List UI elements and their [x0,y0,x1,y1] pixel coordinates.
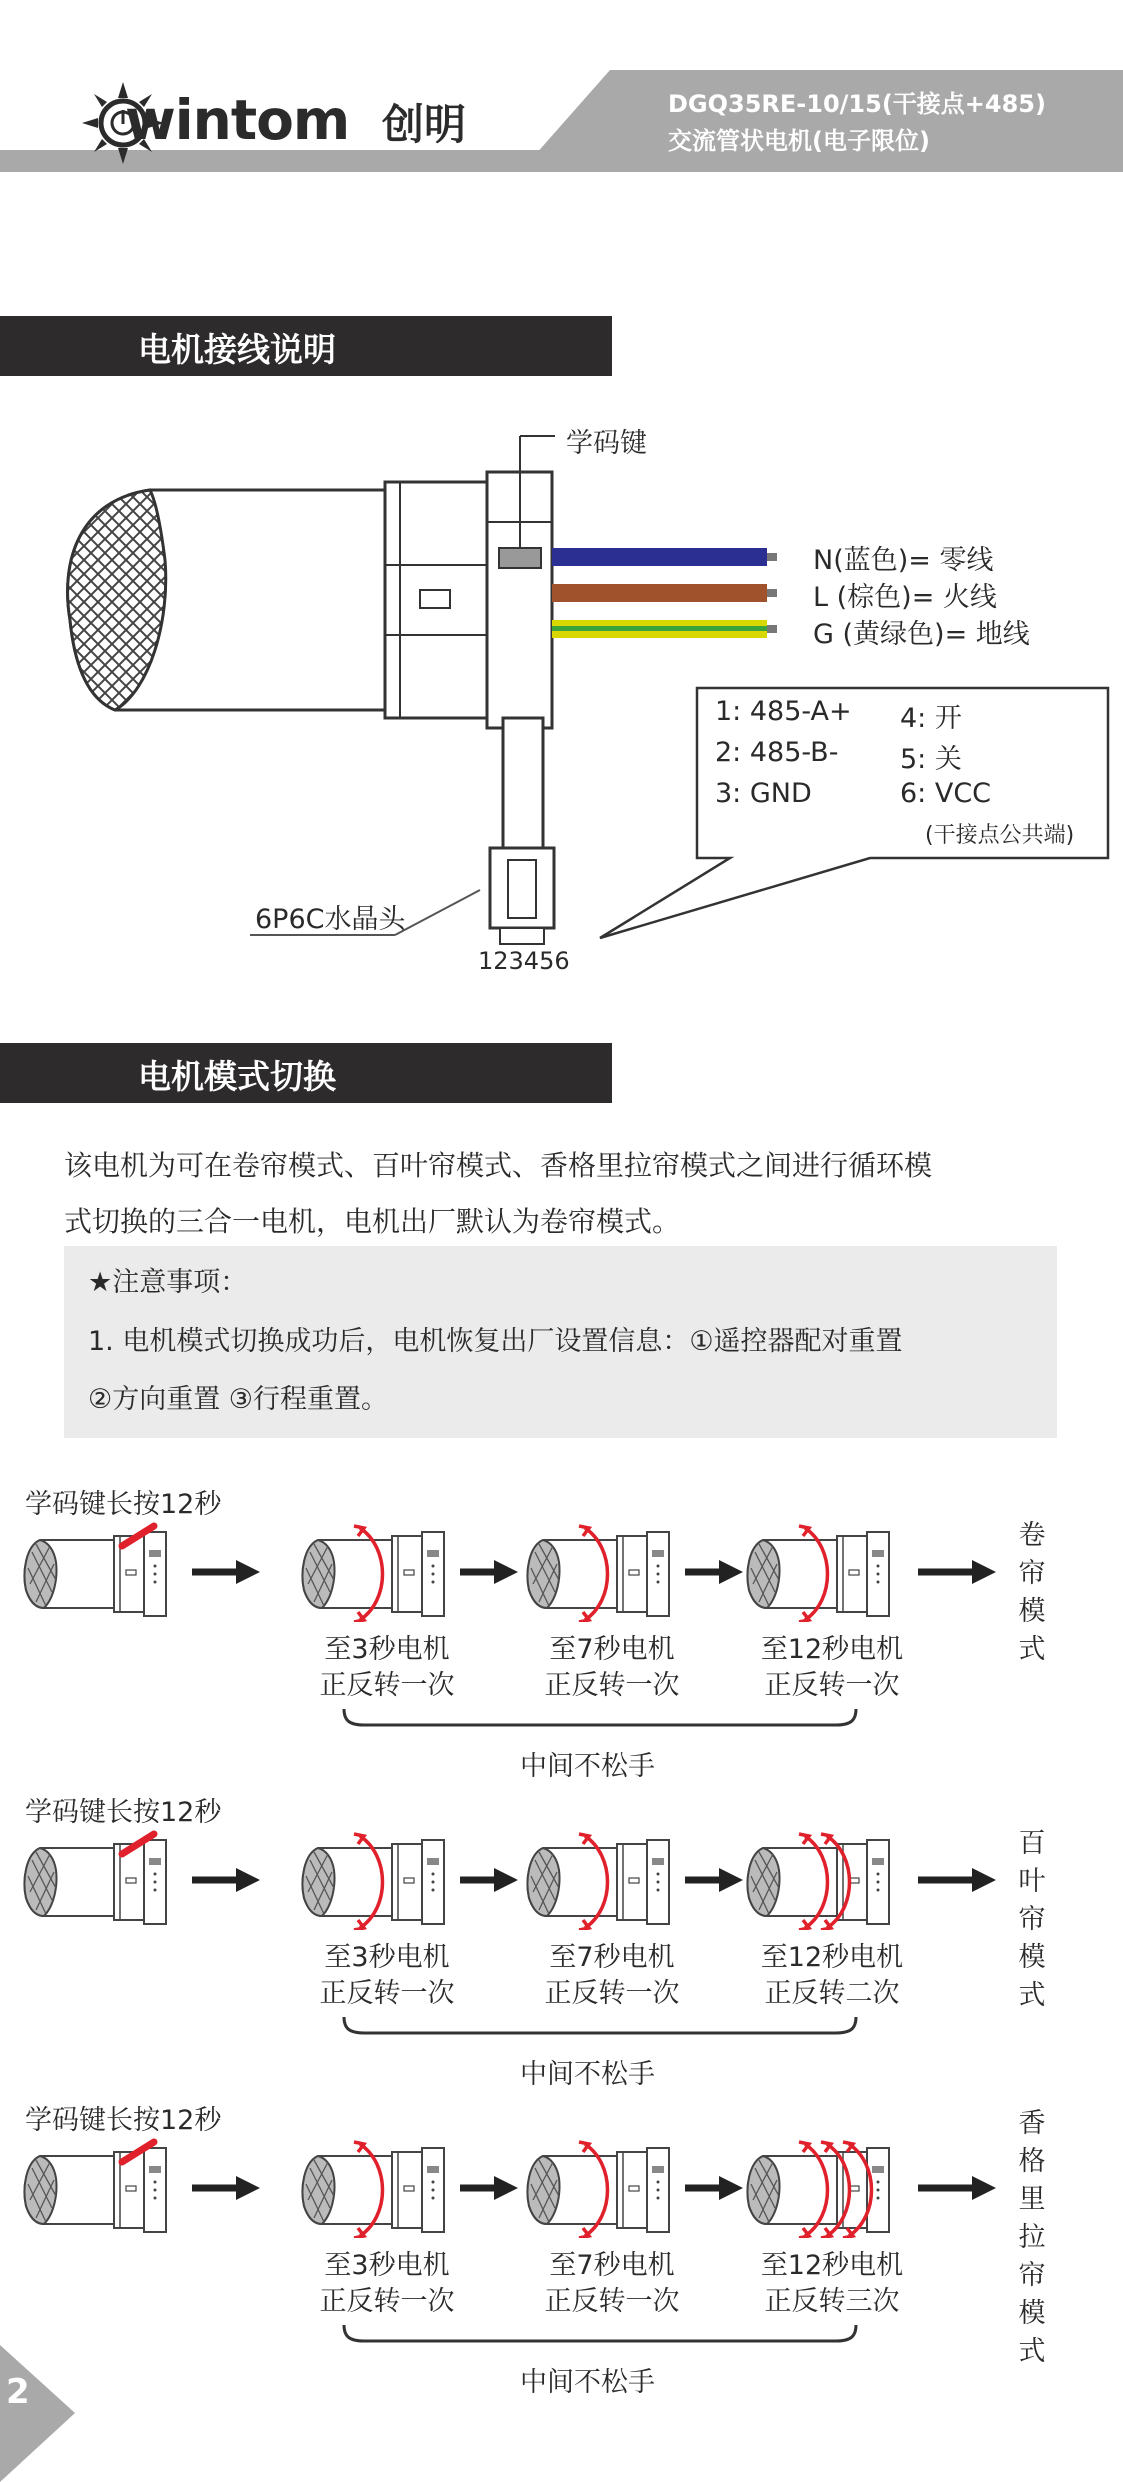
hold-bracket [340,2015,860,2049]
flow-arrow-icon [192,1865,260,1899]
result-mode-char: 拉 [1018,2222,1046,2253]
motor-step-icon [300,1522,450,1626]
flow-arrow-icon [460,1557,518,1591]
step-caption [297,1940,477,2012]
notice-line-1: 1. 电机模式切换成功后，电机恢复出厂设置信息：①遥控器配对重置 [88,1326,903,1357]
step-caption-line: 至7秒电机 [549,1942,675,1973]
pin-1: 1: 485-A+ [715,696,852,727]
mode-intro-line-2: 式切换的三合一电机，电机出厂默认为卷帘模式。 [64,1205,681,1238]
result-mode-char: 叶 [1018,1866,1046,1897]
learn-key-label: 学码键 [566,428,647,459]
hold-bracket [340,1707,860,1741]
motor-step-icon [300,2138,450,2242]
pin-2: 2: 485-B- [715,737,839,768]
step-caption [742,2248,922,2320]
result-mode-char: 格 [1018,2146,1046,2177]
step-caption-line: 至7秒电机 [549,1634,675,1665]
notice-box [64,1246,1057,1438]
result-mode-char: 模 [1018,2298,1046,2329]
model-line-2: 交流管状电机(电子限位) [668,127,930,155]
flow-arrow-icon [918,1557,996,1591]
pin-numbers: 123456 [478,947,570,975]
press-instruction: 学码键长按12秒 [25,2105,222,2136]
step-caption-line: 至3秒电机 [324,1634,450,1665]
motor-start-icon [22,1830,172,1934]
pin-3: 3: GND [715,778,812,809]
result-mode-char: 卷 [1018,1520,1046,1551]
result-mode-char: 模 [1018,1942,1046,1973]
hold-caption: 中间不松手 [520,2059,655,2090]
motor-step-icon [745,1522,895,1626]
step-caption-line: 正反转一次 [319,1978,455,2009]
flow-arrow-icon [460,1865,518,1899]
step-caption-line: 至12秒电机 [760,1942,904,1973]
step-caption [522,1632,702,1704]
connector-label: 6P6C水晶头 [255,904,406,935]
mode-intro [64,1138,1064,1250]
step-caption-line: 至7秒电机 [549,2250,675,2281]
step-caption [742,1940,922,2012]
motor-step-icon [300,1830,450,1934]
result-mode-char: 帘 [1018,2260,1046,2291]
model-title [668,86,1046,160]
result-mode-char: 百 [1018,1828,1046,1859]
wire-label-l: L (棕色)= 火线 [813,582,997,613]
hold-caption: 中间不松手 [520,1751,655,1782]
wiring-section-title: 电机接线说明 [138,330,336,369]
step-caption-line: 正反转一次 [544,1670,680,1701]
result-mode-char: 里 [1018,2184,1046,2215]
motor-step-icon [745,1830,895,1934]
flow-arrow-icon [685,1865,743,1899]
motor-start-icon [22,1522,172,1626]
model-line-1: DGQ35RE-10/15(干接点+485) [668,90,1046,118]
step-caption-line: 至12秒电机 [760,1634,904,1665]
motor-step-icon [525,2138,675,2242]
step-caption-line: 正反转一次 [544,1978,680,2009]
step-caption-line: 正反转三次 [764,2286,900,2317]
step-caption [742,1632,922,1704]
result-mode-char: 帘 [1018,1904,1046,1935]
step-caption-line: 正反转一次 [319,1670,455,1701]
flow-arrow-icon [685,1557,743,1591]
motor-step-icon [745,2138,895,2242]
wire-label-n: N(蓝色)= 零线 [813,545,994,576]
step-caption-line: 至12秒电机 [760,2250,904,2281]
step-caption-line: 正反转一次 [319,2286,455,2317]
step-caption-line: 正反转一次 [544,2286,680,2317]
step-caption [522,2248,702,2320]
brand-name-cn: 创明 [382,100,467,149]
result-mode-label [1012,2105,1052,2371]
result-mode-char: 式 [1018,1634,1046,1665]
page-number: 2 [6,2372,30,2412]
mode-section-title: 电机模式切换 [138,1057,336,1096]
pin-5: 5: 关 [900,744,962,775]
hold-bracket [340,2323,860,2357]
notice-title: ★注意事项： [88,1267,248,1298]
press-instruction: 学码键长按12秒 [25,1797,222,1828]
result-mode-char: 帘 [1018,1558,1046,1589]
flow-arrow-icon [685,2173,743,2207]
flow-arrow-icon [192,1557,260,1591]
result-mode-char: 香 [1018,2108,1046,2139]
flow-arrow-icon [918,2173,996,2207]
motor-start-icon [22,2138,172,2242]
step-caption-line: 至3秒电机 [324,2250,450,2281]
notice-line-2: ②方向重置 ③行程重置。 [88,1384,388,1415]
step-caption [522,1940,702,2012]
wire-label-g: G (黄绿色)= 地线 [813,619,1030,650]
flow-arrow-icon [460,2173,518,2207]
page-corner [0,2345,80,2482]
result-mode-char: 式 [1018,2336,1046,2367]
result-mode-label [1012,1825,1052,2015]
motor-step-icon [525,1830,675,1934]
flow-arrow-icon [192,2173,260,2207]
pin-6: 6: VCC [900,778,992,809]
step-caption-line: 至3秒电机 [324,1942,450,1973]
motor-step-icon [525,1522,675,1626]
result-mode-char: 式 [1018,1980,1046,2011]
brand-name: wintom [125,88,350,152]
press-instruction: 学码键长按12秒 [25,1489,222,1520]
hold-caption: 中间不松手 [520,2367,655,2398]
step-caption-line: 正反转一次 [764,1670,900,1701]
step-caption-line: 正反转二次 [764,1978,900,2009]
result-mode-label [1012,1517,1052,1669]
mode-intro-line-1: 该电机为可在卷帘模式、百叶帘模式、香格里拉帘模式之间进行循环模 [64,1149,933,1182]
pin-note: (干接点公共端) [925,823,1075,848]
step-caption [297,1632,477,1704]
flow-arrow-icon [918,1865,996,1899]
pin-4: 4: 开 [900,703,962,734]
step-caption [297,2248,477,2320]
result-mode-char: 模 [1018,1596,1046,1627]
